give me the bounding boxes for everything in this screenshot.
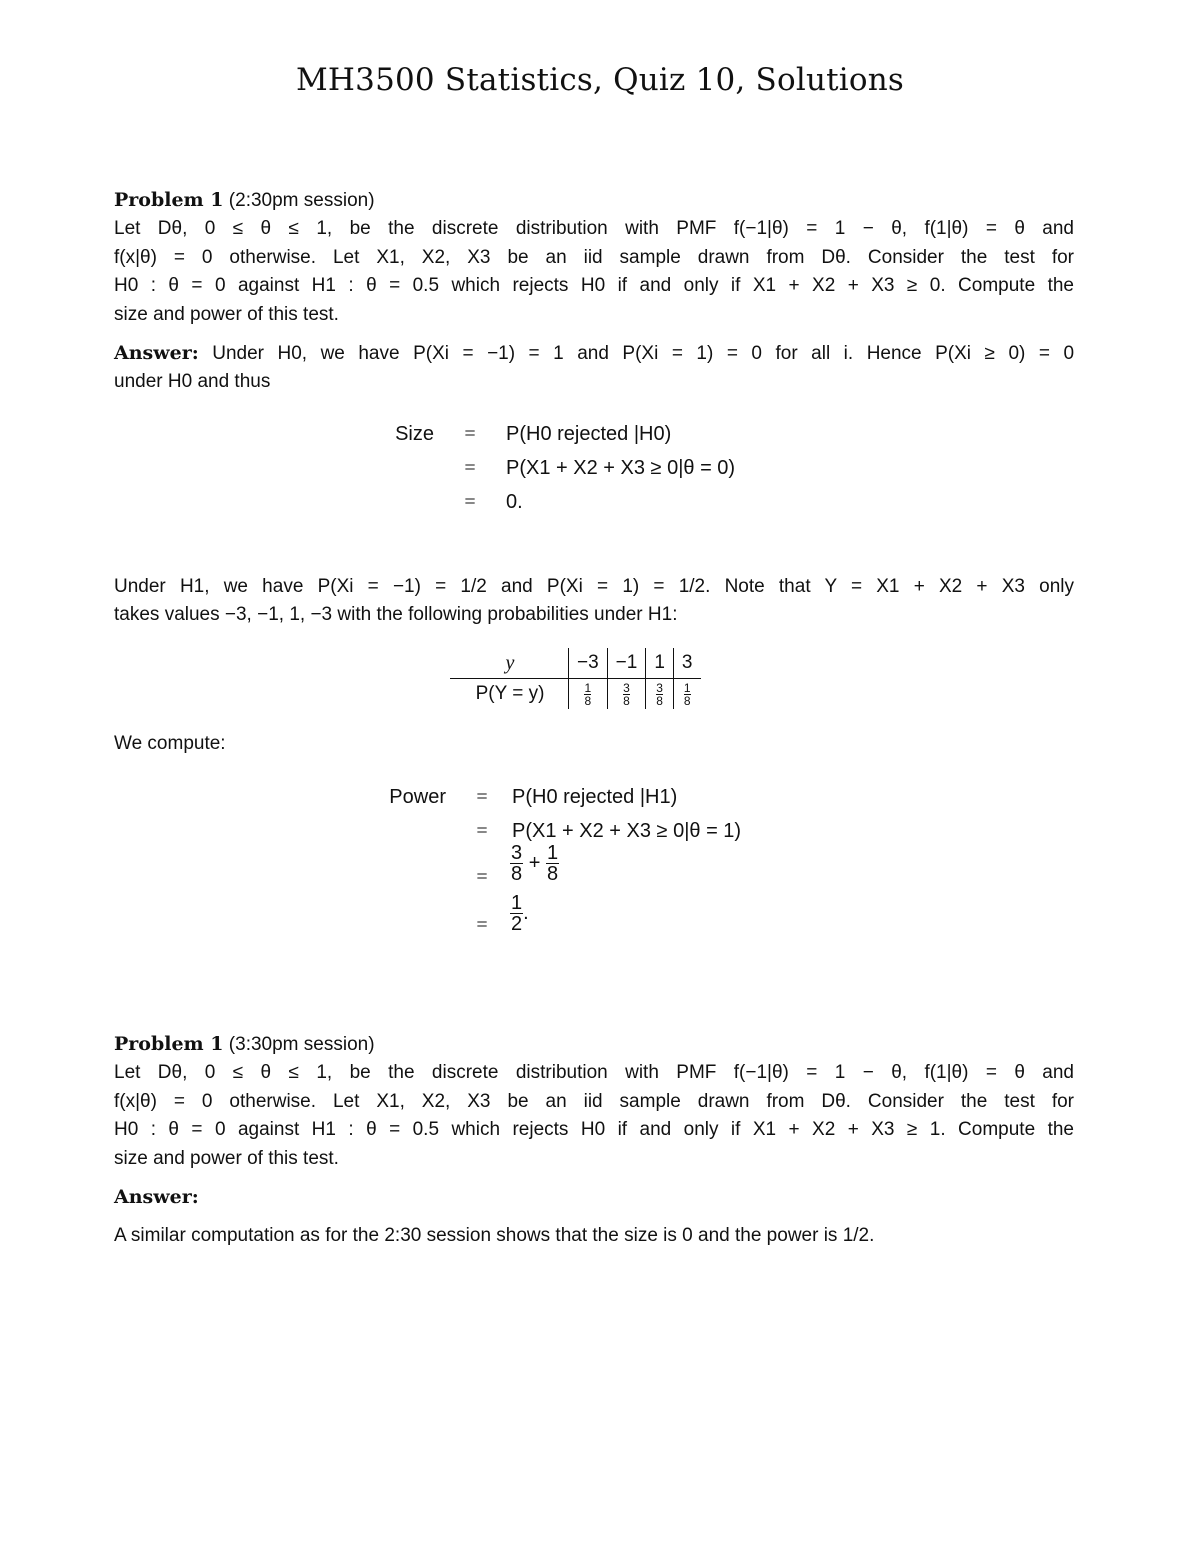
equals-sign: =: [464, 491, 476, 513]
equals-sign: =: [464, 423, 476, 445]
equation-rhs: P(X1 + X2 + X3 ≥ 0|θ = 1): [512, 820, 742, 842]
answer-label: Answer:: [114, 342, 199, 364]
fraction-denominator: 2: [511, 913, 523, 935]
period: .: [523, 901, 529, 924]
table-header-y: y: [450, 648, 569, 679]
answer-text-2: [114, 1222, 1074, 1250]
statement-line: Let Dθ, 0 ≤ θ ≤ 1, be the discrete distribution with PMF f(−1|θ) = 1 − θ, f(1|θ) = θ and: [114, 1062, 1074, 1084]
equals-sign: =: [476, 866, 488, 888]
text-line: Under H1, we have P(Xi = −1) = 1/2 and P(Xi = 1) = 1/2. Note that Y = X1 + X2 + X3 only: [114, 576, 1074, 597]
fraction-denominator: 8: [584, 693, 592, 708]
equals-sign: =: [476, 786, 488, 808]
statement-line: size and power of this test.: [114, 303, 339, 325]
plus-sign: +: [528, 851, 541, 874]
equation-rhs: P(H0 rejected |H0): [506, 423, 672, 445]
problem-heading: Problem 1: [114, 1033, 224, 1055]
fraction-denominator: 8: [546, 863, 559, 885]
answer-line: Under H0, we have P(Xi = −1) = 1 and P(Xi = 1) = 0 for all i. Hence P(Xi ≥ 0) = 0: [212, 343, 1075, 364]
answer-line: under H0 and thus: [114, 371, 271, 393]
table-cell: 1: [646, 648, 674, 679]
fraction-denominator: 8: [623, 693, 630, 708]
equals-sign: =: [476, 914, 488, 936]
fraction-denominator: 8: [656, 693, 663, 708]
table-row: [450, 648, 701, 679]
fraction-denominator: 8: [511, 863, 523, 885]
table-cell: [646, 679, 674, 710]
text-line: takes values −3, −1, 1, −3 with the following probabilities under H1:: [114, 604, 678, 626]
equals-sign: =: [464, 457, 476, 479]
table-cell: [607, 679, 646, 710]
table-header-prob: P(Y = y): [450, 679, 569, 710]
equation-rhs: [510, 893, 529, 934]
table-cell: −1: [607, 648, 646, 679]
equals-sign: =: [476, 820, 488, 842]
table-cell: [673, 679, 700, 710]
equation-rhs: [510, 843, 559, 884]
statement-line: size and power of this test.: [114, 1147, 339, 1169]
fraction-numerator: 1: [584, 680, 592, 695]
equation-rhs: P(X1 + X2 + X3 ≥ 0|θ = 0): [506, 457, 736, 479]
distribution-table: [450, 648, 701, 709]
problem-heading: Problem 1: [114, 189, 224, 211]
table-cell: 3: [673, 648, 700, 679]
table-cell: −3: [569, 648, 608, 679]
problem-session: (2:30pm session): [228, 190, 375, 211]
fraction-denominator: 8: [683, 693, 691, 708]
answer-block: [114, 339, 1074, 397]
equation-lhs: Power: [389, 786, 446, 808]
fraction-numerator: 3: [511, 842, 523, 864]
statement-line: H0 : θ = 0 against H1 : θ = 0.5 which rejects H0 if and only if X1 + X2 + X3 ≥ 0. Compute the: [114, 275, 1074, 297]
equation-rhs: P(H0 rejected |H1): [512, 786, 678, 808]
statement-line: f(x|θ) = 0 otherwise. Let X1, X2, X3 be an iid sample drawn from Dθ. Consider the test for: [114, 1090, 1074, 1112]
under-h1-text: [114, 573, 1074, 630]
fraction-numerator: 1: [683, 680, 691, 695]
table-cell: [569, 679, 608, 710]
statement-line: f(x|θ) = 0 otherwise. Let X1, X2, X3 be an iid sample drawn from Dθ. Consider the test for: [114, 246, 1074, 268]
fraction-numerator: 1: [511, 892, 523, 914]
text-line: We compute:: [114, 733, 226, 754]
equation-rhs: 0.: [506, 491, 523, 513]
page-title: MH3500 Statistics, Quiz 10, Solutions: [295, 62, 905, 98]
problem-1-statement: [114, 186, 1074, 329]
problem-2-statement: [114, 1030, 1074, 1173]
answer-line: A similar computation as for the 2:30 session shows that the size is 0 and the power is 1/2.: [114, 1225, 875, 1246]
problem-session: (3:30pm session): [228, 1034, 375, 1055]
answer-label: Answer:: [114, 1186, 199, 1208]
fraction-numerator: 3: [623, 680, 630, 695]
table-row: [450, 679, 701, 710]
equation-lhs: Size: [395, 423, 434, 445]
we-compute-text: [114, 730, 1074, 758]
fraction-numerator: 3: [656, 680, 663, 695]
statement-line: H0 : θ = 0 against H1 : θ = 0.5 which rejects H0 if and only if X1 + X2 + X3 ≥ 1. Compute the: [114, 1119, 1074, 1141]
statement-line: Let Dθ, 0 ≤ θ ≤ 1, be the discrete distribution with PMF f(−1|θ) = 1 − θ, f(1|θ) = θ and: [114, 218, 1074, 240]
answer-block-2: [114, 1183, 1074, 1212]
fraction-numerator: 1: [546, 842, 559, 864]
